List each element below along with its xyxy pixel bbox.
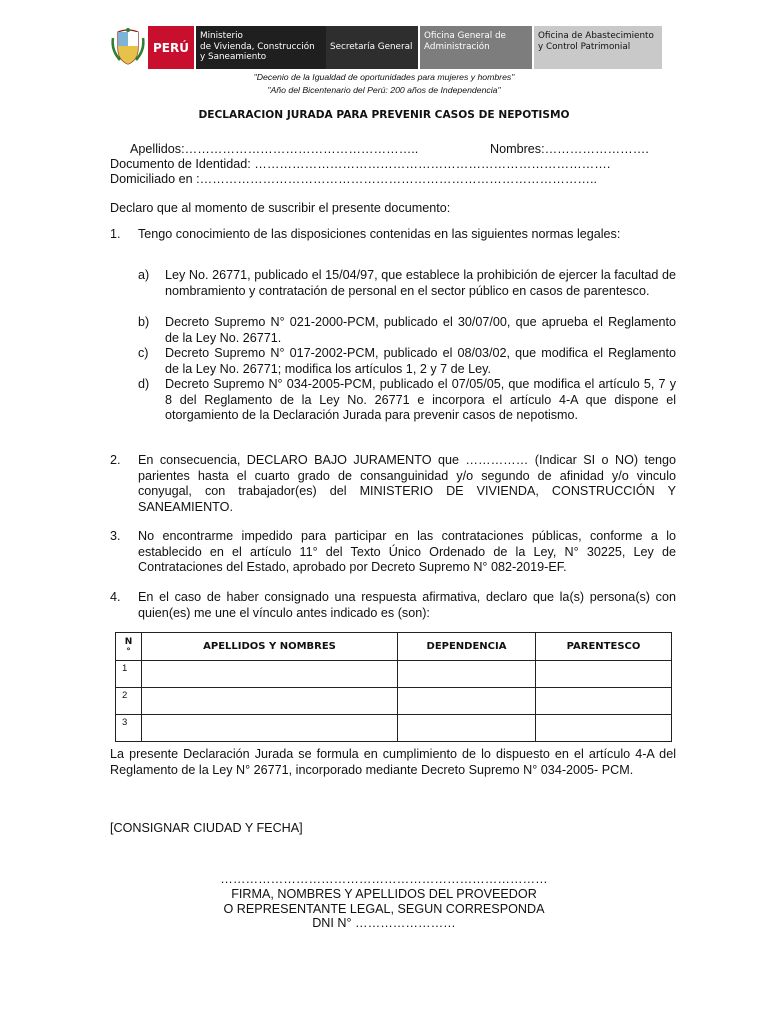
relationship-cell[interactable] [536, 688, 672, 715]
item-number: 3. [110, 529, 121, 543]
signature-label-2: O REPRESENTANTE LEGAL, SEGUN CORRESPONDA [223, 902, 545, 916]
dependency-cell[interactable] [398, 715, 536, 742]
dni-field: DNI N° …………………… [312, 916, 456, 930]
column-header-names: APELLIDOS Y NOMBRES [142, 633, 398, 661]
names-cell[interactable] [142, 661, 398, 688]
item-text: En consecuencia, DECLARO BAJO JURAMENTO que …………… (Indicar SI o NO) tengo parientes hasta el cuarto grado de consanguinidad y/o segundo de afinidad y/o vinculo conyugal, con trabajador(es) del MINISTERIO DE VIVIENDA, CONSTRUCCIÓN Y SANEAMIENTO. [138, 453, 676, 514]
sub-item-text: Ley No. 26771, publicado el 15/04/97, que establece la prohibición de ejercer la facultad de nombramiento y contratación de personal en el sector público en casos de parentesco. [165, 268, 676, 298]
sub-office-label: Oficina de Abastecimiento y Control Patrimonial [534, 26, 662, 69]
field-domicilio: Domiciliado en :………………………………………………………………………………….. [110, 172, 597, 186]
table-header-row [116, 633, 672, 661]
dependency-cell[interactable] [398, 688, 536, 715]
relationship-cell[interactable] [536, 661, 672, 688]
country-label: PERÚ [148, 26, 194, 69]
item-number: 4. [110, 590, 121, 604]
names-cell[interactable] [142, 715, 398, 742]
column-header-relationship: PARENTESCO [536, 633, 672, 661]
names-cell[interactable] [142, 688, 398, 715]
sub-item-text: Decreto Supremo N° 034-2005-PCM, publicado el 07/05/05, que modifica el artículo 5, 7 y 8 del Reglamento de la Ley No. 26771 e incorpora el artículo 4-A que dispone el otorgamiento de la Declaración Jurada para prevenir casos de nepotismo. [165, 377, 676, 423]
city-date-placeholder: [CONSIGNAR CIUDAD Y FECHA] [110, 821, 303, 835]
row-number: 1 [116, 661, 142, 688]
item-number: 2. [110, 453, 121, 467]
item-text: Tengo conocimiento de las disposiciones contenidas en las siguientes normas legales: [138, 227, 621, 241]
signature-label-1: FIRMA, NOMBRES Y APELLIDOS DEL PROVEEDOR [231, 887, 537, 901]
column-header-dependency: DEPENDENCIA [398, 633, 536, 661]
motto-bicentennial: "Año del Bicentenario del Perú: 200 años de Independencia" [267, 85, 501, 95]
signature-line: …………………………………………………………………… [220, 872, 548, 886]
relationship-cell[interactable] [536, 715, 672, 742]
sub-item-text: Decreto Supremo N° 021-2000-PCM, publicado el 30/07/00, que aprueba el Reglamento de la Ley No. 26771. [165, 315, 676, 345]
table-row [116, 661, 672, 688]
field-nombres: Nombres:……………………. [490, 142, 649, 156]
institution-header [110, 26, 662, 69]
dependency-cell[interactable] [398, 661, 536, 688]
sub-item-letter: a) [138, 268, 150, 282]
sub-item-text: Decreto Supremo N° 017-2002-PCM, publicado el 08/03/02, que modifica el Reglamento de la Ley No. 26771; modifica los artículos 1, 2 y 7 de Ley. [165, 346, 676, 376]
sub-item-letter: b) [138, 315, 150, 329]
row-number: 2 [116, 688, 142, 715]
motto-decade: "Decenio de la Igualdad de oportunidades para mujeres y hombres" [253, 72, 515, 82]
intro-text: Declaro que al momento de suscribir el presente documento: [110, 201, 451, 215]
secretariat-label: Secretaría General [326, 26, 418, 69]
item-number: 1. [110, 227, 121, 241]
document-title: DECLARACION JURADA PARA PREVENIR CASOS DE NEPOTISMO [198, 109, 570, 121]
relatives-table [115, 632, 672, 742]
table-row [116, 715, 672, 742]
peru-coat-of-arms-icon [110, 28, 146, 66]
field-apellidos: Apellidos:……………………………………………….. [130, 142, 419, 156]
column-header-number: N ° [116, 633, 142, 661]
row-number: 3 [116, 715, 142, 742]
office-label: Oficina General de Administración [420, 26, 532, 69]
item-text: En el caso de haber consignado una respuesta afirmativa, declaro que la(s) persona(s) con quien(es) me une el vínculo antes indicado es (son): [138, 590, 676, 620]
item-text: No encontrarme impedido para participar en las contrataciones públicas, conforme a lo establecido en el artículo 11° del Texto Único Ordenado de la Ley, N° 30225, Ley de Contrataciones del Estado, aprobado por Decreto Supremo N° 082-2019-EF. [138, 529, 676, 575]
closing-statement: La presente Declaración Jurada se formula en cumplimiento de lo dispuesto en el artículo 4-A del Reglamento de la Ley N° 26771, incorporado mediante Decreto Supremo N° 034-2005- PCM. [110, 747, 676, 777]
sub-item-letter: c) [138, 346, 149, 360]
table-row [116, 688, 672, 715]
sub-item-letter: d) [138, 377, 150, 391]
ministry-label: Ministerio de Vivienda, Construcción y Saneamiento [196, 26, 326, 69]
field-documento: Documento de Identidad: …………………………………………………………………………. [110, 157, 611, 171]
